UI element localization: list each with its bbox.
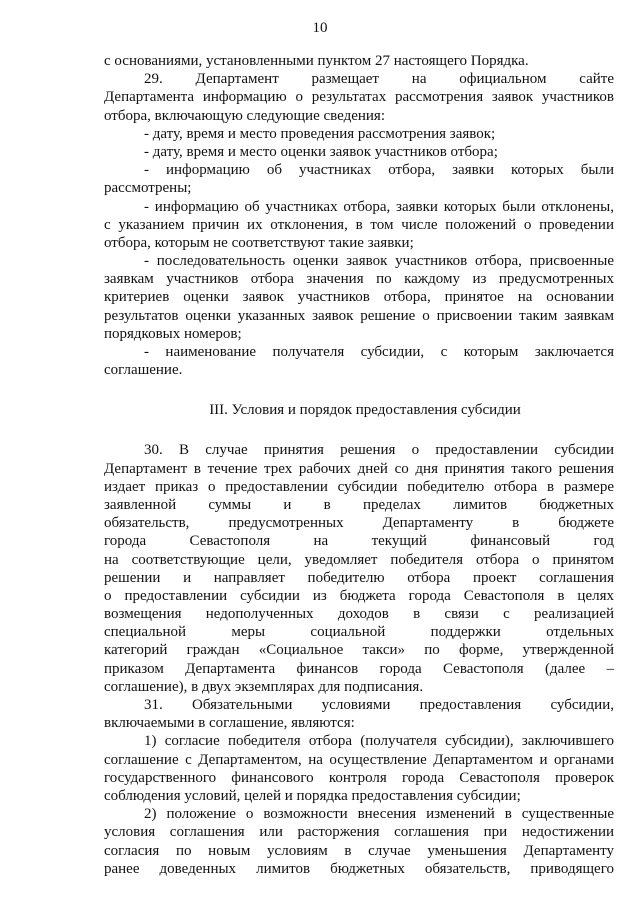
paragraph-29-start: 29. Департамент размещает на официальном сайте xyxy=(144,71,614,88)
text-line: заявленной суммы и в пределах лимитов бюджетных xyxy=(104,496,614,513)
text-line: соглашение), в двух экземплярах для подписания. xyxy=(104,678,424,695)
text-line: отбора, включающую следующие сведения: xyxy=(104,107,386,124)
text-line: государственного финансового контроля города Севастополя проверок xyxy=(104,769,614,786)
list-item: - наименование получателя субсидии, с которым заключается xyxy=(144,344,614,360)
text-line: ранее доведенных лимитов бюджетных обязательств, приводящего xyxy=(104,860,614,877)
text-line: порядковых номеров; xyxy=(104,325,242,342)
list-item: - дату, время и место оценки заявок участников отбора; xyxy=(144,143,498,160)
text-line: Департамент в течение трех рабочих дней со дня принятия такого решения xyxy=(104,460,614,477)
text-line: включаемыми в соглашение, являются: xyxy=(104,715,355,732)
list-item: - дату, время и место проведения рассмотрения заявок; xyxy=(144,125,496,142)
text-line: заявкам участников отбора значения по каждому из предусмотренных xyxy=(104,271,614,288)
list-item: 2) положение о возможности внесения изменений в существенные xyxy=(144,806,614,823)
section-heading: III. Условия и порядок предоставления субсидии xyxy=(209,402,521,419)
paragraph-30-start: 30. В случае принятия решения о предоставлении субсидии xyxy=(144,442,614,459)
text-line: на соответствующие цели, уведомляет победителя отбора о принятом xyxy=(104,551,614,568)
page-number: 10 xyxy=(312,20,328,36)
text-line: о предоставлении субсидии из бюджета города Севастополя в целях xyxy=(104,587,614,604)
text-line: соглашение. xyxy=(104,362,183,379)
text-line: согласия по новым условиям в случае уменьшения Департаменту xyxy=(104,842,614,859)
text-line: возмещения недополученных доходов в связи с реализацией xyxy=(104,606,614,623)
text-line: соблюдения условий, целей и порядка предоставления субсидии; xyxy=(104,787,521,804)
text-line: специальной меры социальной поддержки отдельных xyxy=(104,624,614,641)
document-body xyxy=(104,52,614,878)
text-line: категорий граждан «Социальное такси» по форме, утвержденной xyxy=(104,642,614,659)
text-line: соглашение с Департаментом, на осуществление Департаментом и органами xyxy=(104,751,614,768)
paragraph-31-start: 31. Обязательными условиями предоставления субсидии, xyxy=(144,697,614,713)
text-line: рассмотрены; xyxy=(104,180,192,197)
text-line: с основаниями, установленными пунктом 27 настоящего Порядка. xyxy=(104,53,529,69)
text-line: приказом Департамента финансов города Севастополя (далее – xyxy=(104,660,614,677)
text-line: результатов оценки указанных заявок решение о присвоении таким заявкам xyxy=(104,307,614,324)
list-item: - информацию об участниках отбора, заявки которых были отклонены, xyxy=(144,198,614,215)
list-item: - последовательность оценки заявок участников отбора, присвоенные xyxy=(144,253,614,270)
text-line: условия соглашения или расторжения соглашения при недостижении xyxy=(104,824,614,841)
text-line: города Севастополя на текущий финансовый год xyxy=(104,533,614,550)
text-line: отбора, которым не соответствуют такие заявки; xyxy=(104,234,414,251)
text-line: решении и направляет победителю отбора проект соглашения xyxy=(104,569,614,586)
text-line: обязательств, предусмотренных Департаменту в бюджете xyxy=(104,515,614,532)
list-item: - информацию об участниках отбора, заявки которых были xyxy=(144,162,614,179)
text-line: Департамента информацию о результатах рассмотрения заявок участников xyxy=(104,89,614,106)
text-line: издает приказ о предоставлении субсидии победителю отбора в размере xyxy=(104,478,614,495)
text-line: с указанием причин их отклонения, в том числе положений о проведении xyxy=(104,216,614,233)
text-line: критериев оценки заявок участников отбора, принятое на основании xyxy=(104,289,614,306)
list-item: 1) согласие победителя отбора (получателя субсидии), заключившего xyxy=(144,733,614,750)
